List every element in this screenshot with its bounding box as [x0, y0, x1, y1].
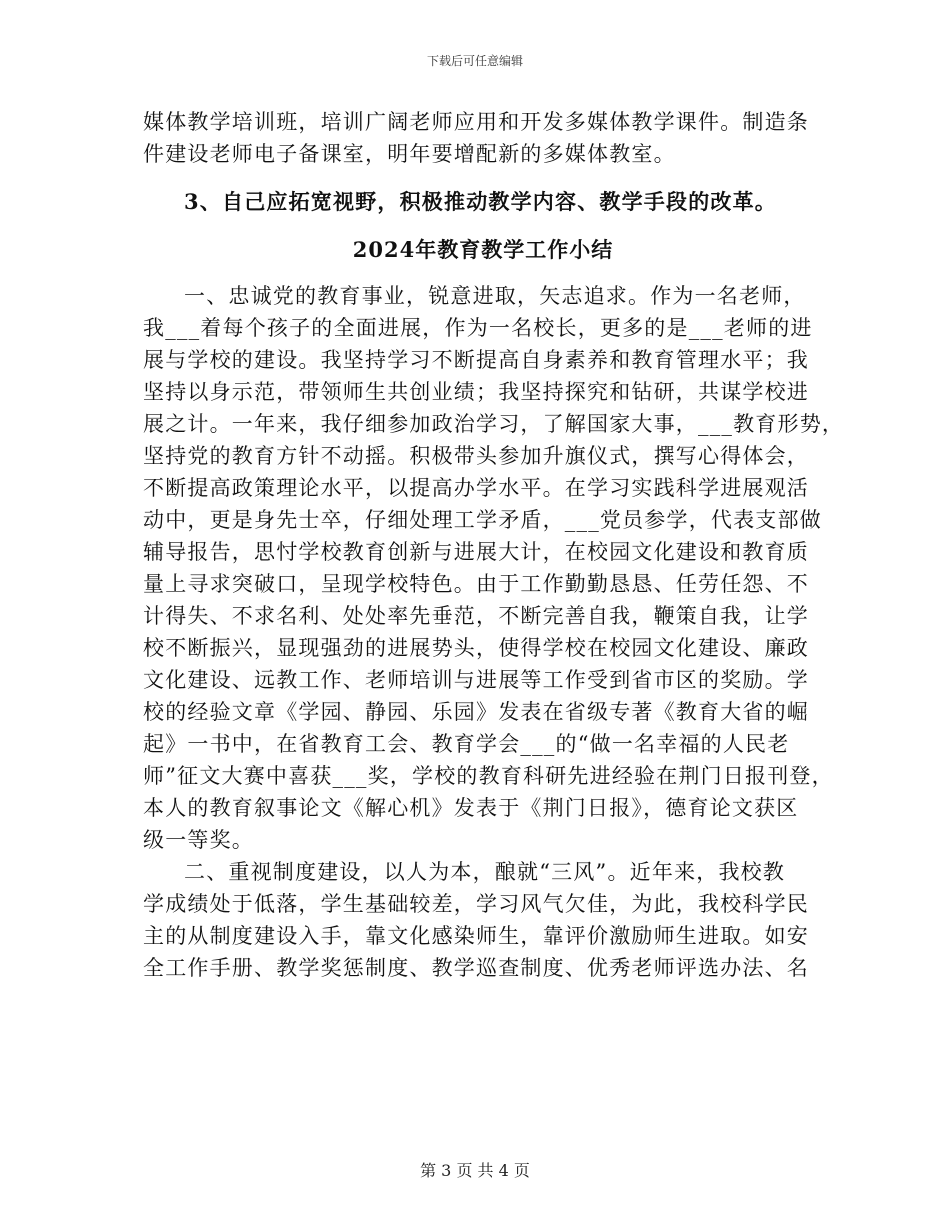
paragraph-line: 不断提高政策理论水平，以提高办学水平。在学习实践科学进展观活 — [143, 476, 809, 500]
section-title: 2024年教育教学工作小结 — [352, 237, 614, 262]
paragraph-line: 校的经验文章《学园、静园、乐园》发表在省级专著《教育大省的崛 — [143, 700, 809, 724]
paragraph-line: 二、重视制度建设，以人为本，酿就“三风”。近年来，我校教 — [184, 860, 786, 884]
intro-line: 媒体教学培训班，培训广阔老师应用和开发多媒体教学课件。制造条 — [143, 110, 809, 134]
paragraph-line: 我___着每个孩子的全面进展，作为一名校长，更多的是___老师的进 — [143, 316, 813, 340]
paragraph-line: 坚持以身示范，带领师生共创业绩；我坚持探究和钻研，共谋学校进 — [143, 380, 809, 404]
page-number: 第 3 页 共 4 页 — [420, 1161, 530, 1180]
paragraph-2 — [143, 856, 823, 984]
paragraph-1 — [143, 280, 845, 856]
paragraph-line: 主的从制度建设入手，靠文化感染师生，靠评价激励师生进取。如安 — [143, 924, 809, 948]
document-body — [143, 106, 845, 984]
paragraph-line: 展与学校的建设。我坚持学习不断提高自身素养和教育管理水平；我 — [143, 348, 809, 372]
paragraph-line: 本人的教育叙事论文《解心机》发表于《荆门日报》，德育论文获区 — [143, 796, 799, 820]
paragraph-line: 全工作手册、教学奖惩制度、教学巡查制度、优秀老师评选办法、名 — [143, 956, 809, 980]
page-header-note: 下载后可任意编辑 — [426, 54, 523, 68]
intro-line: 件建设老师电子备课室，明年要增配新的多媒体教室。 — [143, 142, 676, 166]
paragraph-line: 一、忠诚党的教育事业，锐意进取，矢志追求。作为一名老师， — [184, 284, 806, 308]
paragraph-line: 展之计。一年来，我仔细参加政治学习，了解国家大事，___教育形势， — [143, 412, 845, 436]
paragraph-line: 动中，更是身先士卒，仔细处理工学矛盾，___党员参学，代表支部做 — [143, 508, 822, 532]
paragraph-line: 师”征文大赛中喜获___奖，学校的教育科研先进经验在荆门日报刊登， — [143, 764, 834, 788]
paragraph-line: 辅导报告，思忖学校教育创新与进展大计，在校园文化建设和教育质 — [143, 540, 809, 564]
paragraph-line: 级一等奖。 — [143, 828, 254, 852]
paragraph-line: 文化建设、远教工作、老师培训与进展等工作受到省市区的奖励。学 — [143, 668, 809, 692]
bold-list-item: 3、自己应拓宽视野，积极推动教学内容、教学手段的改革。 — [184, 189, 778, 214]
paragraph-line: 起》一书中，在省教育工会、教育学会___的“做一名幸福的人民老 — [143, 732, 790, 756]
paragraph-line: 量上寻求突破口，呈现学校特色。由于工作勤勤恳恳、任劳任怨、不 — [143, 572, 809, 596]
paragraph-line: 计得失、不求名利、处处率先垂范，不断完善自我，鞭策自我，让学 — [143, 604, 809, 628]
paragraph-line: 坚持党的教育方针不动摇。积极带头参加升旗仪式，撰写心得体会， — [143, 444, 809, 468]
paragraph-line: 校不断振兴，显现强劲的进展势头，使得学校在校园文化建设、廉政 — [143, 636, 809, 660]
paragraph-line: 学成绩处于低落，学生基础较差，学习风气欠佳，为此，我校科学民 — [143, 892, 809, 916]
